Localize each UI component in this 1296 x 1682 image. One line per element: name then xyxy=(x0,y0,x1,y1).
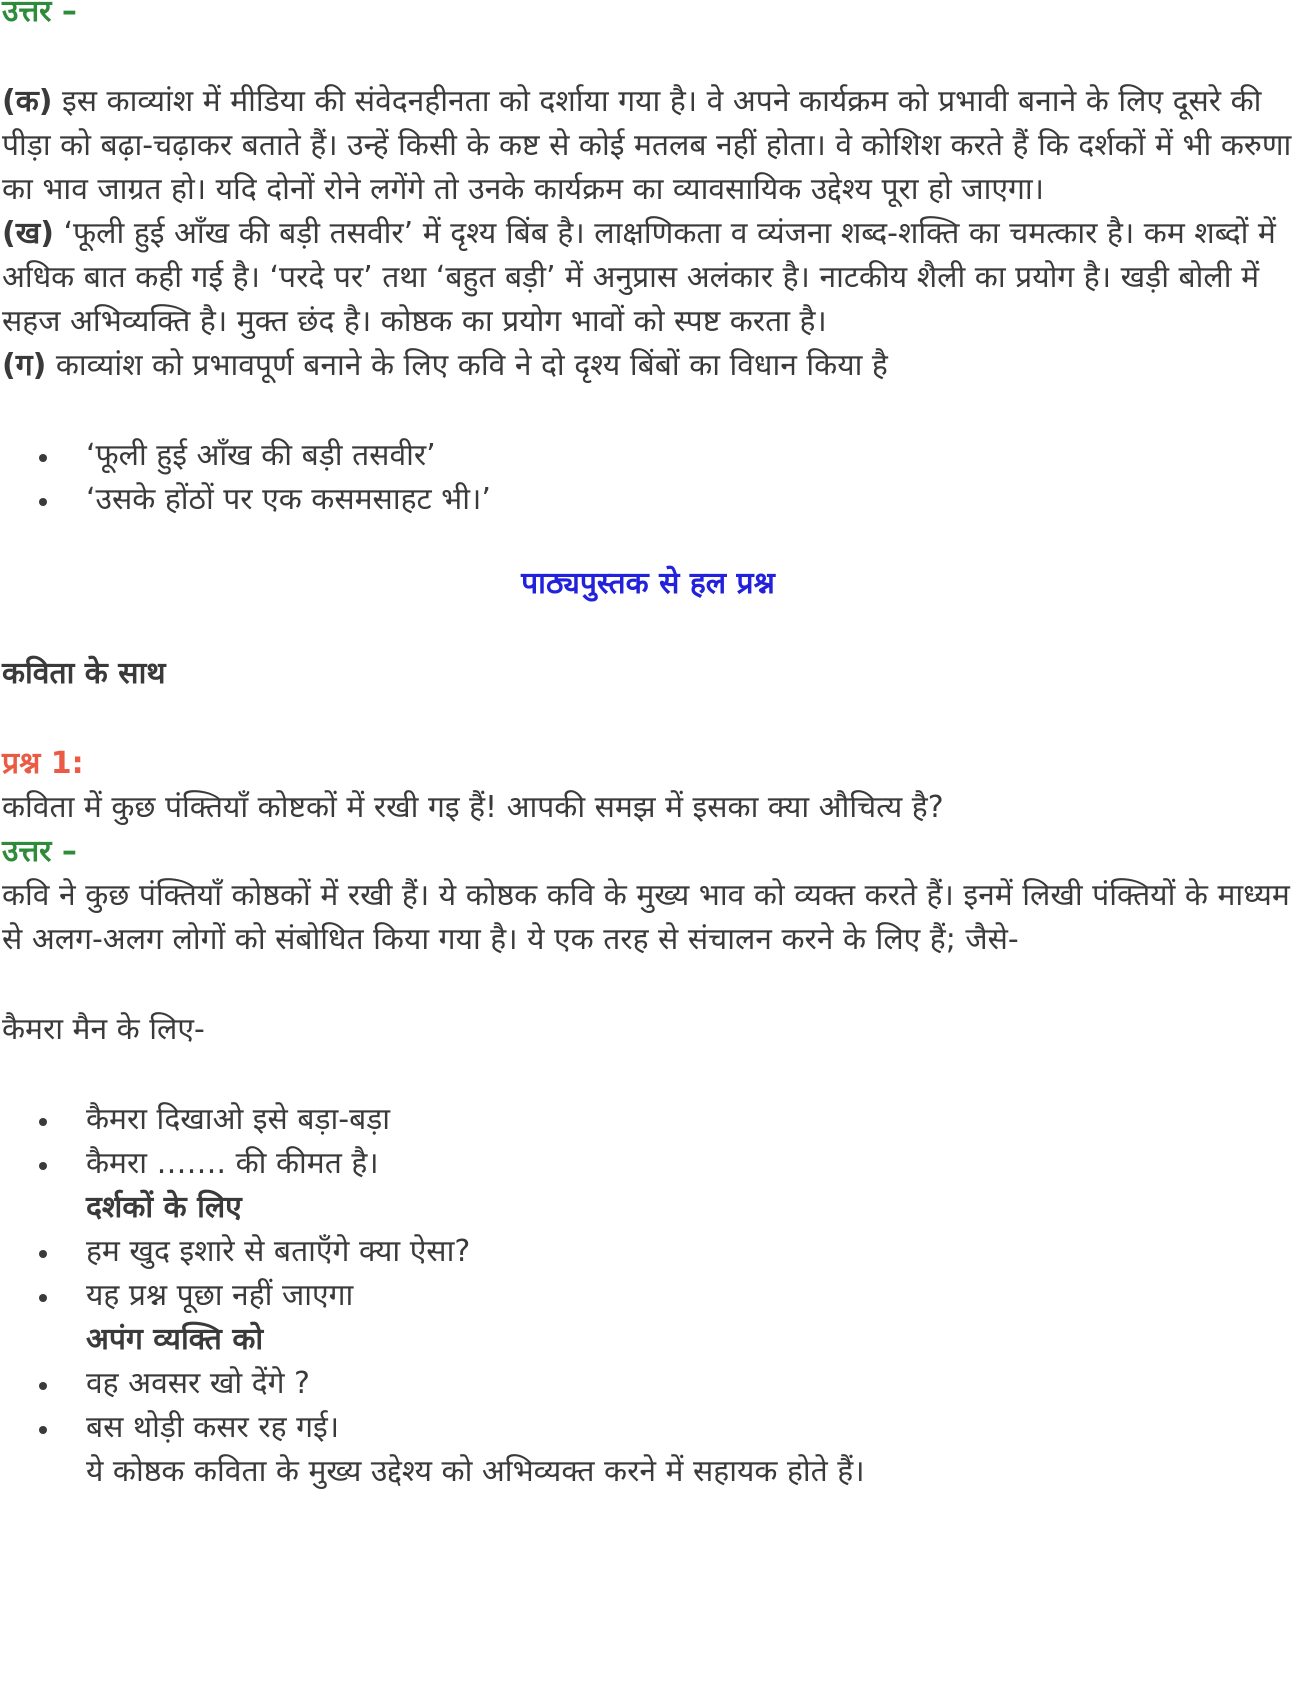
cameraman-label: कैमरा मैन के लिए- xyxy=(2,1012,205,1047)
part-text: ‘फूली हुई आँख की बड़ी तसवीर’ में दृश्य बिंब है। लाक्षणिकता व व्यंजना शब्द-शक्ति का चमत्कार है। कम शब्दों में अधिक बात कही गई है। ‘परदे पर’ तथा ‘बहुत बड़ी’ में अनुप्रास अलंकार है। नाटकीय शैली का प्रयोग है। खड़ी बोली में सहज अभिव्यक्ति है। मुक्त छंद है। कोष्ठक का प्रयोग भावों को स्पष्ट करता है। xyxy=(2,216,1276,339)
part-text: काव्यांश को प्रभावपूर्ण बनाने के लिए कवि ने दो दृश्य बिंबों का विधान किया है xyxy=(46,348,888,383)
list-item: कैमरा ……. की कीमत है। xyxy=(86,1142,1294,1186)
list-item: ‘उसके होंठों पर एक कसमसाहट भी।’ xyxy=(86,478,1294,522)
question-text: कविता में कुछ पंक्तियाँ कोष्टकों में रखी गइ हैं! आपकी समझ में इसका क्या औचित्य है? xyxy=(2,790,944,825)
bracket-lines-list xyxy=(2,1098,1294,1494)
image-list xyxy=(2,434,1294,522)
part-label: (ग) xyxy=(2,348,47,383)
answer-part-ka xyxy=(2,80,1294,212)
list-subheading: अपंग व्यक्ति को xyxy=(86,1322,264,1357)
list-item: ‘फूली हुई आँख की बड़ी तसवीर’ xyxy=(86,434,1294,478)
list-conclusion: ये कोष्ठक कविता के मुख्य उद्देश्य को अभिव्यक्त करने में सहायक होते हैं। xyxy=(86,1454,865,1489)
list-item: यह प्रश्न पूछा नहीं जाएगा xyxy=(86,1274,1294,1318)
answer-label: उत्तर – xyxy=(2,0,77,29)
answer-part-kha xyxy=(2,212,1294,344)
list-item: बस थोड़ी कसर रह गई। xyxy=(86,1406,1294,1450)
list-item: हम खुद इशारे से बताएँगे क्या ऐसा? xyxy=(86,1230,1294,1274)
part-text: इस काव्यांश में मीडिया की संवेदनहीनता को दर्शाया गया है। वे अपने कार्यक्रम को प्रभावी बनाने के लिए दूसरे की पीड़ा को बढ़ा-चढ़ाकर बताते हैं। उन्हें किसी के कष्ट से कोई मतलब नहीं होता। वे कोशिश करते हैं कि दर्शकों में भी करुणा का भाव जाग्रत हो। यदि दोनों रोने लगेंगे तो उनके कार्यक्रम का व्यावसायिक उद्देश्य पूरा हो जाएगा। xyxy=(2,84,1292,207)
list-item: कैमरा दिखाओ इसे बड़ा-बड़ा xyxy=(86,1098,1294,1142)
question-label: प्रश्न 1: xyxy=(2,746,84,781)
list-subheading: दर्शकों के लिए xyxy=(86,1190,242,1225)
answer-label: उत्तर – xyxy=(2,834,77,869)
part-label: (ख) xyxy=(2,216,54,251)
section-title: पाठ्यपुस्तक से हल प्रश्न xyxy=(521,566,775,601)
part-label: (क) xyxy=(2,84,53,119)
answer-part-ga xyxy=(2,344,1294,388)
answer-text: कवि ने कुछ पंक्तियाँ कोष्ठकों में रखी हैं। ये कोष्ठक कवि के मुख्य भाव को व्यक्त करते हैं। इनमें लिखी पंक्तियों के माध्यम से अलग-अलग लोगों को संबोधित किया गया है। ये एक तरह से संचालन करने के लिए हैं; जैसे- xyxy=(2,878,1290,957)
list-item: वह अवसर खो देंगे ? xyxy=(86,1362,1294,1406)
document-page xyxy=(2,0,1294,1494)
subsection-title: कविता के साथ xyxy=(2,656,166,691)
